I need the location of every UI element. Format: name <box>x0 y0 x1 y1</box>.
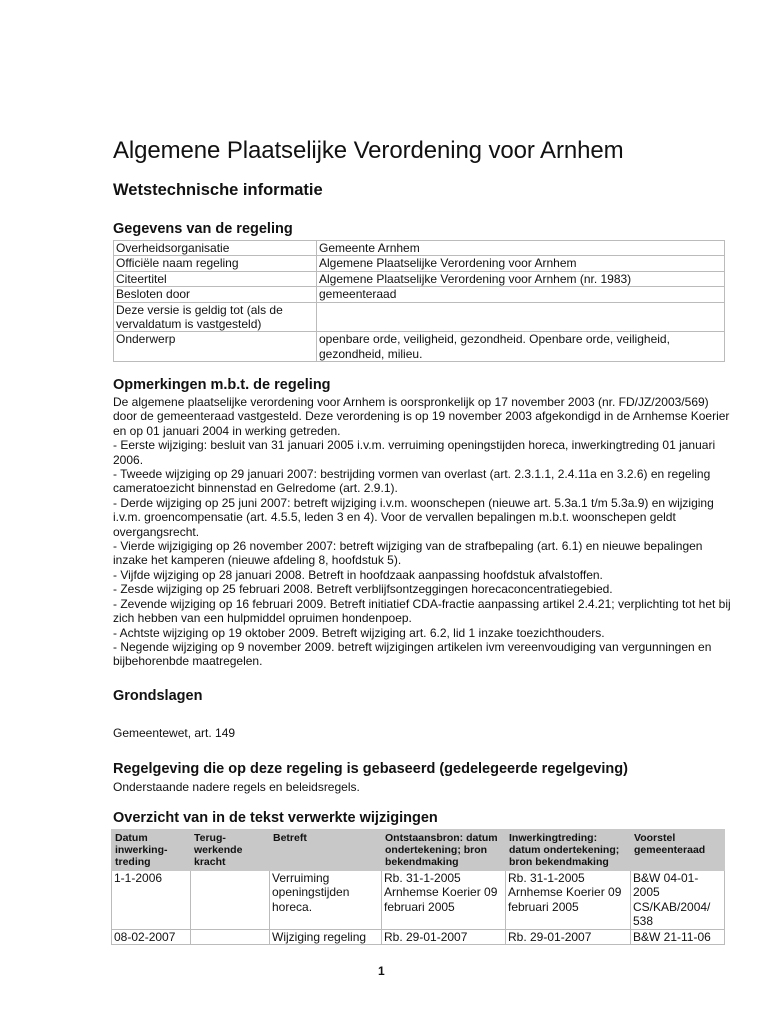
remarks-paragraph: - Vijfde wijziging op 28 januari 2008. Betreft in hoofdzaak aanpassing hoofdstuk afvalstoffen. <box>113 567 603 582</box>
remarks-paragraph: - Zevende wijziging op 16 februari 2009. Betreft initiatief CDA-fractie aanpassing artikel 2.4.21; verplichting tot het bij zich hebben van een hulpmiddel opruimen hondenpoep. <box>113 596 731 626</box>
column-header: Voorstel gemeenteraad <box>631 830 725 871</box>
cell-voorstel: B&W 04-01-2005 CS/KAB/2004/ 538 <box>631 871 725 930</box>
cell-voorstel: B&W 21-11-06 <box>631 929 725 944</box>
column-header: Datum inwerking-treding <box>112 830 191 871</box>
wijzigingen-table <box>111 829 725 945</box>
column-header: Betreft <box>270 830 382 871</box>
detail-key: Officiële naam regeling <box>114 256 317 271</box>
remarks-paragraph: De algemene plaatselijke verordening voor Arnhem is oorspronkelijk op 17 november 2003 (nr. FD/JZ/2003/569) door de gemeenteraad vastgesteld. Deze verordening is op 19 november 2003 afgekondigd in de Arnhemse Koerier en op 01 januari 2004 in werking getreden. <box>113 395 730 438</box>
remarks-paragraph: - Derde wijziging op 25 juni 2007: betreft wijziging i.v.m. woonschepen (nieuwe art. 5.3a.1 t/m 5.3a.9) en wijziging i.v.m. groencompensatie (art. 4.5.5, leden 3 en 4). Voor de vervallen bepalingen m.b.t. woonschepen geldt overgangsrecht. <box>113 495 714 539</box>
detail-value: Gemeente Arnhem <box>317 241 725 256</box>
heading-gedelegeerde-regelgeving: Regelgeving die op deze regeling is gebaseerd (gedelegeerde regelgeving) <box>113 761 628 777</box>
detail-value: Algemene Plaatselijke Verordening voor Arnhem (nr. 1983) <box>317 271 725 286</box>
grondslagen-text: Gemeentewet, art. 149 <box>113 726 236 740</box>
cell-datum: 08-02-2007 <box>112 929 191 944</box>
cell-terugwerkend <box>191 929 270 944</box>
table-row <box>114 241 725 256</box>
table-row <box>114 271 725 286</box>
remarks-text <box>113 395 733 669</box>
heading-grondslagen: Grondslagen <box>113 688 203 704</box>
table-row <box>114 302 725 332</box>
heading-gegevens: Gegevens van de regeling <box>113 221 293 237</box>
detail-value: gemeenteraad <box>317 287 725 302</box>
heading-opmerkingen: Opmerkingen m.b.t. de regeling <box>113 377 331 393</box>
cell-datum: 1-1-2006 <box>112 871 191 930</box>
remarks-paragraph: - Tweede wijziging op 29 januari 2007: bestrijding vormen van overlast (art. 2.3.1.1, 2.4.11a en 3.2.6) en regeling cameratoezicht binnenstad en Gelredome (art. 2.9.1). <box>113 467 711 496</box>
cell-ontstaansbron: Rb. 29-01-2007 <box>382 929 506 944</box>
regeling-details-table <box>113 240 725 362</box>
detail-key: Besloten door <box>114 287 317 302</box>
remarks-paragraph: - Negende wijziging op 9 november 2009. betreft wijzigingen artikelen ivm vereenvoudiging van vergunningen en bijbehorenbde maatregelen. <box>113 639 712 669</box>
table-row <box>114 332 725 362</box>
remarks-paragraph: - Zesde wijziging op 25 februari 2008. Betreft verblijfsontzeggingen horecaconcentratiegebied. <box>113 582 613 597</box>
heading-wijzigingen: Overzicht van in de tekst verwerkte wijzigingen <box>113 810 438 826</box>
table-row <box>112 871 725 930</box>
cell-inwerkingtreding: Rb. 31-1-2005 Arnhemse Koerier 09 februari 2005 <box>506 871 631 930</box>
detail-value <box>317 302 725 332</box>
detail-key: Citeertitel <box>114 271 317 286</box>
detail-key: Overheidsorganisatie <box>114 241 317 256</box>
table-row <box>114 256 725 271</box>
cell-betreft: Wijziging regeling <box>270 929 382 944</box>
cell-betreft: Verruiming openingstijden horeca. <box>270 871 382 930</box>
table-header-row <box>112 830 725 871</box>
column-header: Ontstaansbron: datum ondertekening; bron bekendmaking <box>382 830 506 871</box>
detail-key: Onderwerp <box>114 332 317 362</box>
remarks-paragraph: - Vierde wijzigiging op 26 november 2007: betreft wijziging van de strafbepaling (art. 6.1) en nieuwe bepalingen inzake het kamperen (nieuwe afdeling 8, hoofdstuk 5). <box>113 539 703 568</box>
cell-ontstaansbron: Rb. 31-1-2005 Arnhemse Koerier 09 februari 2005 <box>382 871 506 930</box>
remarks-paragraph: - Eerste wijziging: besluit van 31 januari 2005 i.v.m. verruiming openingstijden horeca, inwerkingtreding 01 januari 2006. <box>113 438 716 467</box>
detail-value: Algemene Plaatselijke Verordening voor Arnhem <box>317 256 725 271</box>
document-title: Algemene Plaatselijke Verordening voor Arnhem <box>113 137 624 164</box>
gedelegeerde-regelgeving-text: Onderstaande nadere regels en beleidsregels. <box>113 780 360 794</box>
column-header: Terug-werkende kracht <box>191 830 270 871</box>
subtitle-wetstechnische-informatie: Wetstechnische informatie <box>113 181 323 199</box>
detail-key: Deze versie is geldig tot (als de vervaldatum is vastgesteld) <box>114 302 317 332</box>
remarks-paragraph: - Achtste wijziging op 19 oktober 2009. Betreft wijziging art. 6.2, lid 1 inzake toezichthouders. <box>113 625 605 640</box>
detail-value: openbare orde, veiligheid, gezondheid. Openbare orde, veiligheid, gezondheid, milieu. <box>317 332 725 362</box>
table-row <box>112 929 725 944</box>
cell-inwerkingtreding: Rb. 29-01-2007 <box>506 929 631 944</box>
column-header: Inwerkingtreding: datum ondertekening; bron bekendmaking <box>506 830 631 871</box>
page-number: 1 <box>378 964 385 978</box>
cell-terugwerkend <box>191 871 270 930</box>
table-row <box>114 287 725 302</box>
